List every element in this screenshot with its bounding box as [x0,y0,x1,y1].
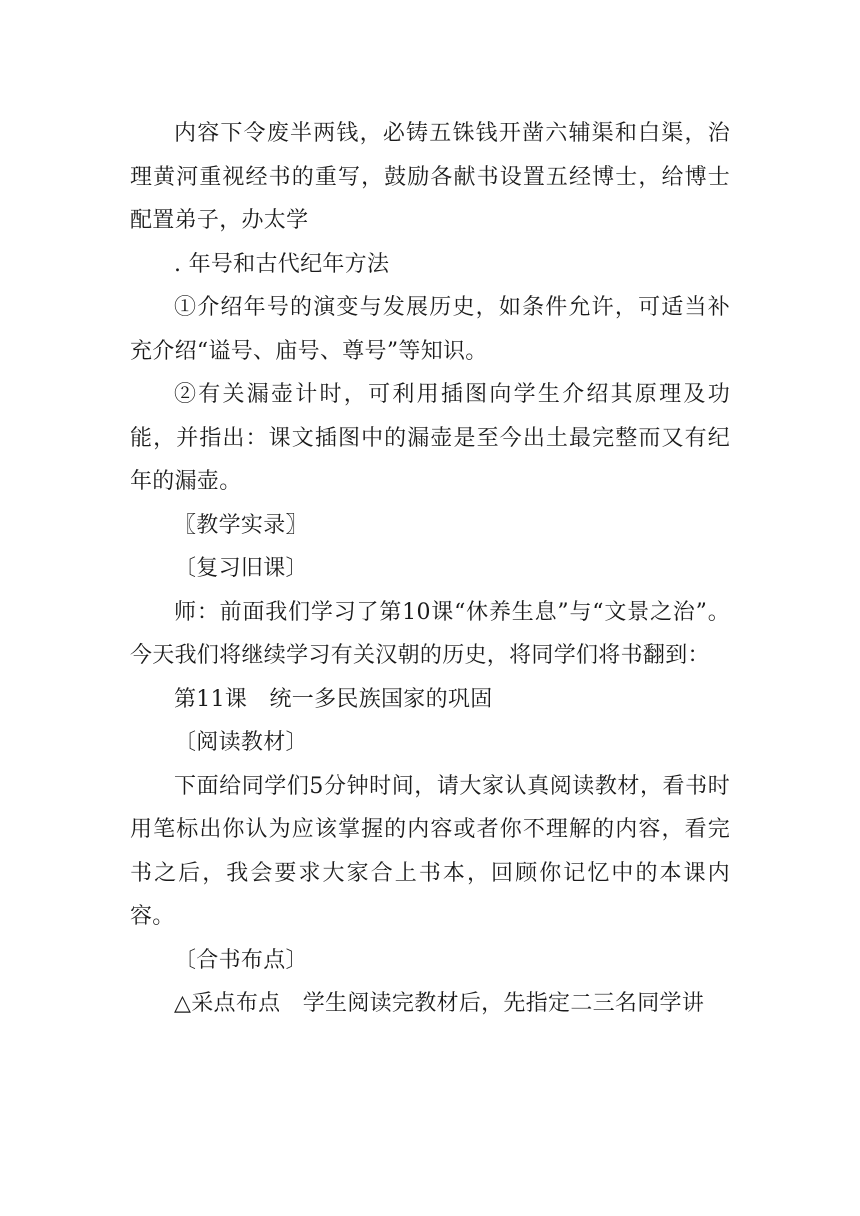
paragraph-reading-instructions: 下面给同学们5分钟时间，请大家认真阅读教材，看书时用笔标出你认为应该掌握的内容或者你不理解的内容，看完书之后，我会要求大家合上书本，回顾你记忆中的本课内容。 [130,773,730,929]
paragraph-policy-content: 内容下令废半两钱，必铸五铢钱开凿六辅渠和白渠，治理黄河重视经书的重写，鼓励各献书设置五经博士，给博士配置弟子，办太学 [130,121,730,233]
section-close-book: 〔合书布点〕 [174,947,308,973]
paragraph-era-name-heading: . 年号和古代纪年方法 [174,251,390,277]
section-teaching-record: 〖教学实录〗 [174,512,308,538]
paragraph-water-clock: ②有关漏壶计时，可利用插图向学生介绍其原理及功能，并指出：课文插图中的漏壶是至今出土最完整而又有纪年的漏壶。 [130,382,730,494]
lesson-title: 第11课 统一多民族国家的巩固 [174,686,493,712]
section-review-old-lesson: 〔复习旧课〕 [174,556,308,581]
section-read-textbook: 〔阅读教材〕 [174,730,308,755]
paragraph-era-name-intro: ①介绍年号的演变与发展历史，如条件允许，可适当补充介绍“谥号、庙号、尊号”等知识。 [130,295,730,364]
paragraph-teacher-intro: 师：前面我们学习了第10课“休养生息”与“文景之治”。今天我们将继续学习有关汉朝的历史，将同学们将书翻到： [130,599,730,668]
paragraph-point-sampling: △采点布点 学生阅读完教材后，先指定二三名同学讲 [174,991,705,1016]
